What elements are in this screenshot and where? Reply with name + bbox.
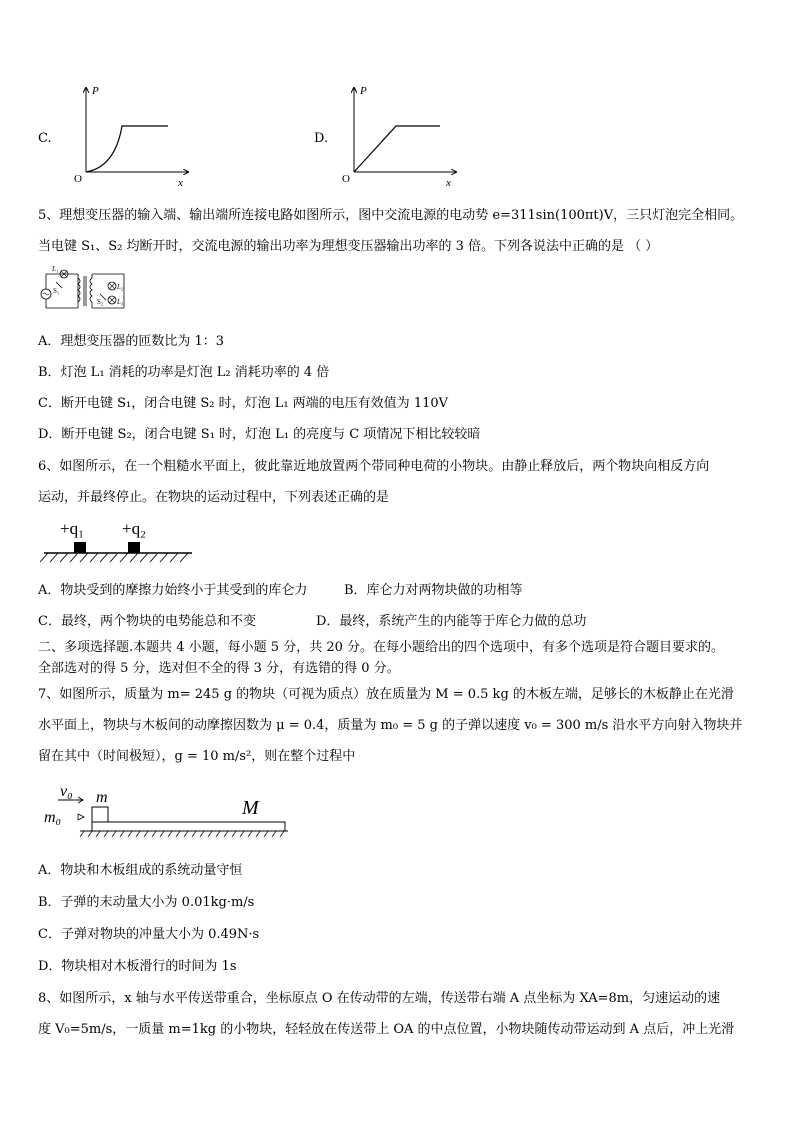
svg-text:S₁: S₁ bbox=[53, 287, 60, 295]
q6-option-b: B．库仑力对两物块做的功相等 bbox=[344, 583, 523, 598]
origin-label: O bbox=[74, 173, 82, 185]
graph-d-power-vs-x bbox=[338, 82, 468, 192]
board-M bbox=[92, 822, 285, 831]
option-d-label: D. bbox=[314, 131, 329, 146]
bullet-icon bbox=[78, 814, 84, 820]
q6-charged-blocks-figure bbox=[40, 514, 200, 570]
x-axis-label: x bbox=[178, 177, 183, 189]
q6-stem-line2: 运动，并最终停止。在物块的运动过程中，下列表述正确的是 bbox=[38, 490, 390, 505]
q7-stem-line1: 7、如图所示，质量为 m= 245 g 的物块（可视为质点）放在质量为 M = 0.5 kg 的木板左端，足够长的木板静止在光滑 bbox=[38, 687, 734, 702]
x-axis-label: x bbox=[446, 177, 451, 189]
q5-transformer-circuit bbox=[36, 264, 136, 314]
svg-text:L₁: L₁ bbox=[52, 265, 59, 273]
block-q2 bbox=[128, 542, 140, 553]
q6-option-d: D．最终，系统产生的内能等于库仑力做的总功 bbox=[316, 614, 587, 629]
q7-option-a: A．物块和木板组成的系统动量守恒 bbox=[38, 863, 243, 878]
q6-stem-line1: 6、如图所示，在一个粗糙水平面上，彼此靠近地放置两个带同种电荷的小物块。由静止释放后，两个物块向相反方向 bbox=[38, 459, 710, 474]
q7-stem-line3: 留在其中（时间极短），g = 10 m/s²，则在整个过程中 bbox=[38, 749, 356, 764]
y-axis-label: P bbox=[360, 85, 367, 97]
bullet-m0-label: m₀ bbox=[44, 809, 62, 826]
y-axis-label: P bbox=[92, 85, 99, 97]
section2-heading-line1: 二、多项选择题.本题共 4 小题，每小题 5 分，共 20 分。在每小题给出的四个选项中，有多个选项是符合题目要求的。 bbox=[38, 640, 725, 655]
q6-option-c: C．最终，两个物块的电势能总和不变 bbox=[38, 614, 256, 629]
v0-label: v₀ bbox=[60, 783, 73, 800]
q8-stem-line2: 度 V₀=5m/s，一质量 m=1kg 的小物块，轻轻放在传送带上 OA 的中点位置，小物块随传动带运动到 A 点后，冲上光滑 bbox=[38, 1022, 735, 1037]
q8-stem-line1: 8、如图所示，x 轴与水平传送带重合，坐标原点 O 在传动带的左端，传送带右端 A 点坐标为 XA=8m，匀速运动的速 bbox=[38, 991, 721, 1006]
q7-option-d: D．物块相对木板滑行的时间为 1s bbox=[38, 959, 237, 974]
charge-q1-label: +q₁ bbox=[60, 519, 85, 538]
graph-c-power-vs-x bbox=[70, 82, 200, 192]
power-curve bbox=[86, 126, 168, 172]
q5-option-a: A．理想变压器的匝数比为 1：3 bbox=[38, 334, 225, 349]
block-q1 bbox=[74, 542, 86, 553]
block-m bbox=[92, 807, 108, 822]
q5-stem-line1: 5、理想变压器的输入端、输出端所连接电路如图所示，图中交流电源的电动势 e=311sin(100πt)V，三只灯泡完全相同。 bbox=[38, 208, 744, 223]
q7-option-c: C．子弹对物块的冲量大小为 0.49N·s bbox=[38, 927, 260, 942]
origin-label: O bbox=[342, 173, 350, 185]
q5-option-b: B．灯泡 L₁ 消耗的功率是灯泡 L₂ 消耗功率的 4 倍 bbox=[38, 365, 330, 380]
svg-text:L₃: L₃ bbox=[117, 298, 124, 306]
power-line bbox=[354, 126, 440, 172]
svg-text:L₂: L₂ bbox=[117, 283, 124, 291]
q7-stem-line2: 水平面上，物块与木板间的动摩擦因数为 μ = 0.4，质量为 m₀ = 5 g 的子弹以速度 v₀ = 300 m/s 沿水平方向射入物块并 bbox=[38, 718, 743, 733]
section2-heading-line2: 全部选对的得 5 分，选对但不全的得 3 分，有选错的得 0 分。 bbox=[38, 661, 400, 676]
q5-option-c: C．断开电键 S₁，闭合电键 S₂ 时，灯泡 L₁ 两端的电压有效值为 110V bbox=[38, 396, 449, 411]
q5-stem-line2: 当电键 S₁、S₂ 均断开时，交流电源的输出功率为理想变压器输出功率的 3 倍。下列各说法中正确的是 （ ） bbox=[38, 239, 659, 254]
svg-text:S₂: S₂ bbox=[97, 298, 104, 306]
q7-option-b: B．子弹的末动量大小为 0.01kg·m/s bbox=[38, 895, 255, 910]
q7-bullet-block-board-figure bbox=[40, 776, 292, 842]
board-M-label: M bbox=[242, 797, 259, 819]
block-m-label: m bbox=[96, 789, 108, 806]
q6-option-a: A．物块受到的摩擦力始终小于其受到的库仑力 bbox=[38, 583, 308, 598]
option-c-label: C. bbox=[38, 131, 52, 146]
charge-q2-label: +q₂ bbox=[122, 519, 147, 538]
q5-option-d: D．断开电键 S₂，闭合电键 S₁ 时，灯泡 L₁ 的亮度与 C 项情况下相比较较暗 bbox=[38, 427, 481, 442]
